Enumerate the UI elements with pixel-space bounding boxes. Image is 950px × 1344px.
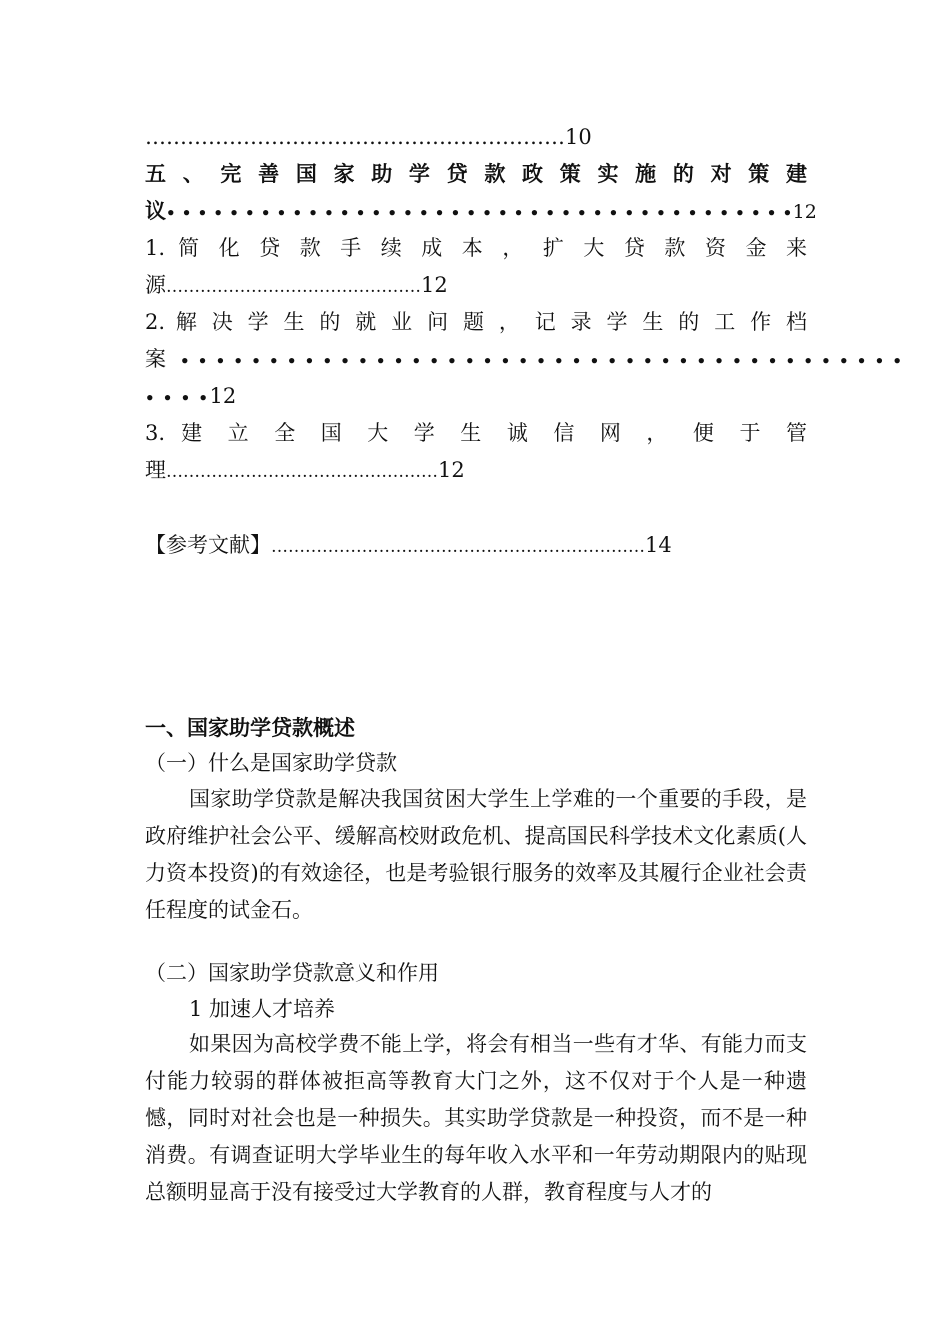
toc-item-2-line3[interactable] [145,381,807,413]
section-heading: 一、国家助学贷款概述 [145,716,355,740]
toc-item-1-text: 源 [145,273,166,297]
toc-item-2-line2[interactable] [145,344,904,376]
toc-item-3-line2[interactable] [145,455,807,487]
toc-item-1-line1[interactable]: 1. 简 化 贷 款 手 续 成 本 ， 扩 大 贷 款 资 金 来 [145,236,807,260]
toc-item-2-line1[interactable]: 2. 解 决 学 生 的 就 业 问 题 ， 记 录 学 生 的 工 作 档 [145,310,807,334]
toc-item-5-line2[interactable] [145,196,817,228]
toc-dots: ………………………………………… [166,462,438,482]
toc-page-number: 12 [792,201,817,223]
toc-page-number: 12 [421,273,448,297]
toc-references[interactable] [145,530,807,562]
toc-item-3-line1[interactable]: 3. 建 立 全 国 大 学 生 诚 信 网 ， 便 于 管 [145,421,807,445]
toc-item-5-line1[interactable]: 五 、 完 善 国 家 助 学 贷 款 政 策 实 施 的 对 策 建 [145,161,807,186]
toc-item-5-text: 议 [145,198,166,223]
toc-dots: • • • • [145,389,210,407]
toc-line-continuation [145,122,807,152]
subsection-heading: （二）国家助学贷款意义和作用 [145,961,439,985]
body-paragraph: 国家助学贷款是解决我国贫困大学生上学难的一个重要的手段，是政府维护社会公平、缓解高校财政危机、提高国民科学技术文化素质(人力资本投资)的有效途径，也是考验银行服务的效率及其履行企业社会责任程度的试金石。 [145,787,807,922]
toc-dots: ………………………………………………………… [271,537,645,557]
subsection-heading: （一）什么是国家助学贷款 [145,751,397,775]
toc-dots: ……………………………………………………10 [145,125,592,149]
body-paragraph: 如果因为高校学费不能上学，将会有相当一些有才华、有能力而支付能力较弱的群体被拒高等教育大门之外，这不仅对于个人是一种遗憾，同时对社会也是一种损失。其实助学贷款是一种投资，而不是一种消费。有调查证明大学毕业生的每年收入水平和一年劳动期限内的贴现总额明显高于没有接受过大学教育的人群，教育程度与人才的 [145,1032,807,1204]
toc-page-number: 12 [209,384,237,408]
toc-page-number: 12 [438,458,465,482]
toc-item-2-text: 案 [145,347,166,371]
toc-item-1-line2[interactable] [145,270,807,302]
toc-dots: • • • • • • • • • • • • • • • • • • • • • • • • • • • • • • • • • • • • • • • • • [180,352,904,370]
subsection-item-heading: 1 加速人才培养 [189,997,336,1021]
toc-references-label: 【参考文献】 [145,533,271,557]
toc-item-3-text: 理 [145,458,166,482]
toc-page-number: 14 [645,533,672,557]
toc-dots: • • • • • • • • • • • • • • • • • • • • • • • • • • • • • • • • • • • • • • • • [166,204,793,222]
toc-dots: ……………………………………… [166,277,421,297]
